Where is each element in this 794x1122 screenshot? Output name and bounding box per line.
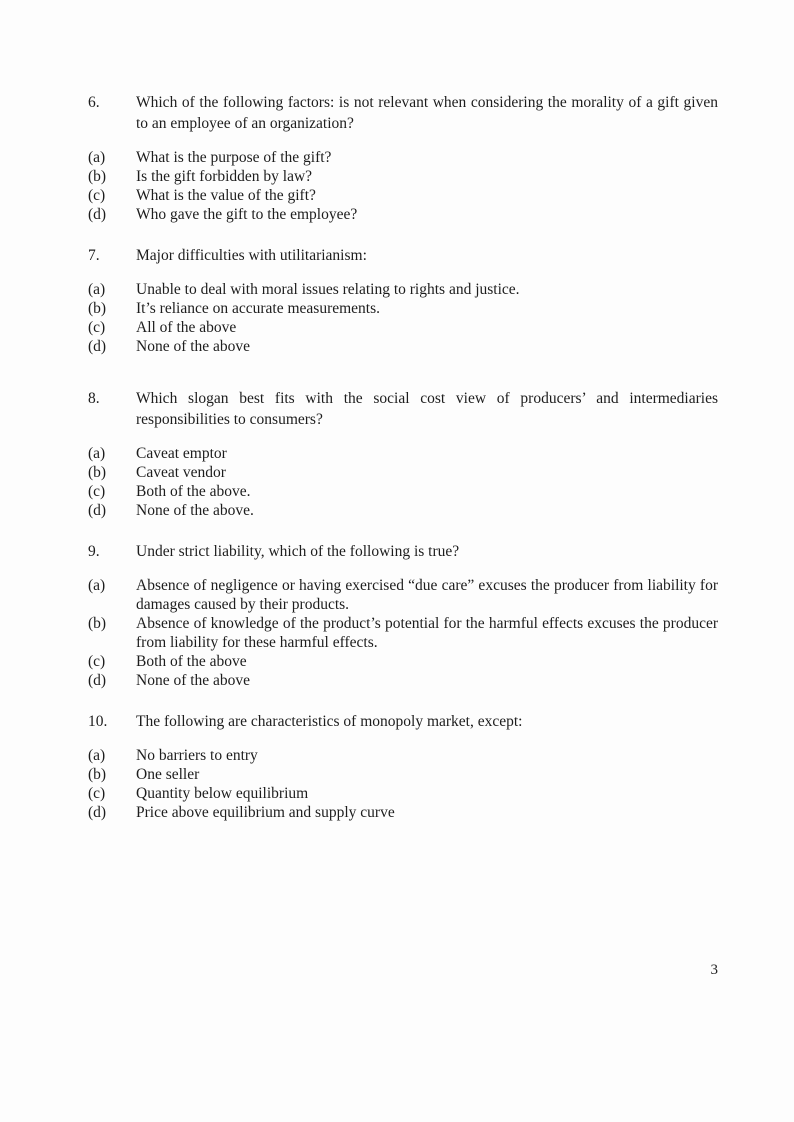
option-label: (c)	[88, 319, 106, 336]
option-label: (a)	[88, 747, 106, 764]
option-label: (b)	[88, 464, 107, 481]
option-label: (d)	[88, 672, 107, 689]
options-list	[88, 746, 718, 822]
question-block	[88, 92, 718, 224]
option-text: None of the above	[136, 338, 251, 355]
option-label: (a)	[88, 577, 106, 594]
option-label: (c)	[88, 785, 106, 802]
question-number: 10.	[88, 713, 108, 730]
option-row	[88, 299, 718, 318]
option-label: (d)	[88, 206, 107, 223]
option-text: None of the above.	[136, 502, 254, 519]
option-row	[88, 765, 718, 784]
option-row	[88, 652, 718, 671]
option-text: Unable to deal with moral issues relating to rights and justice.	[136, 281, 520, 298]
option-row	[88, 205, 718, 224]
option-label: (a)	[88, 445, 106, 462]
question-number: 6.	[88, 94, 100, 111]
option-row	[88, 148, 718, 167]
option-text: Caveat vendor	[136, 464, 226, 481]
option-label: (d)	[88, 502, 107, 519]
options-list	[88, 148, 718, 224]
option-row	[88, 463, 718, 482]
options-list	[88, 576, 718, 690]
option-text: All of the above	[136, 319, 237, 336]
option-row	[88, 186, 718, 205]
option-label: (a)	[88, 281, 106, 298]
option-text: One seller	[136, 766, 200, 783]
option-text: What is the purpose of the gift?	[136, 149, 332, 166]
question-stem-row	[88, 92, 718, 134]
option-label: (d)	[88, 804, 107, 821]
option-text: No barriers to entry	[136, 747, 258, 764]
option-row	[88, 746, 718, 765]
option-row	[88, 614, 718, 652]
option-text: Absence of knowledge of the product’s potential for the harmful effects excuses the producer from liability for these harmful effects.	[136, 615, 718, 651]
options-list	[88, 280, 718, 356]
question-stem-row	[88, 245, 718, 266]
option-row	[88, 444, 718, 463]
question-stem-row	[88, 711, 718, 732]
question-number: 9.	[88, 543, 100, 560]
question-stem-row	[88, 388, 718, 430]
option-text: Who gave the gift to the employee?	[136, 206, 358, 223]
option-label: (b)	[88, 766, 107, 783]
question-number: 7.	[88, 247, 100, 264]
option-label: (b)	[88, 168, 107, 185]
question-block	[88, 388, 718, 520]
question-block	[88, 711, 718, 822]
option-text: Price above equilibrium and supply curve	[136, 804, 395, 821]
question-stem: Which slogan best fits with the social cost view of producers’ and intermediaries responsibilities to consumers?	[136, 390, 718, 428]
questions-list	[88, 92, 718, 822]
question-block	[88, 541, 718, 690]
option-label: (b)	[88, 300, 107, 317]
option-row	[88, 318, 718, 337]
option-row	[88, 671, 718, 690]
option-row	[88, 280, 718, 299]
option-text: Is the gift forbidden by law?	[136, 168, 313, 185]
option-row	[88, 784, 718, 803]
question-number: 8.	[88, 390, 100, 407]
question-stem: The following are characteristics of monopoly market, except:	[136, 713, 523, 730]
option-row	[88, 337, 718, 356]
option-row	[88, 501, 718, 520]
option-text: It’s reliance on accurate measurements.	[136, 300, 381, 317]
option-row	[88, 482, 718, 501]
option-label: (a)	[88, 149, 106, 166]
option-text: Both of the above.	[136, 483, 251, 500]
option-label: (c)	[88, 187, 106, 204]
question-stem: Under strict liability, which of the following is true?	[136, 543, 460, 560]
option-label: (c)	[88, 653, 106, 670]
question-block	[88, 245, 718, 356]
option-text: None of the above	[136, 672, 251, 689]
option-label: (b)	[88, 615, 107, 632]
page-number: 3	[710, 962, 718, 978]
question-stem-row	[88, 541, 718, 562]
option-text: Absence of negligence or having exercised “due care” excuses the producer from liability for damages caused by their products.	[136, 577, 718, 613]
option-text: Quantity below equilibrium	[136, 785, 309, 802]
option-row	[88, 803, 718, 822]
option-row	[88, 167, 718, 186]
options-list	[88, 444, 718, 520]
option-text: Both of the above	[136, 653, 247, 670]
option-label: (c)	[88, 483, 106, 500]
question-stem: Major difficulties with utilitarianism:	[136, 247, 367, 264]
option-row	[88, 576, 718, 614]
option-label: (d)	[88, 338, 107, 355]
question-stem: Which of the following factors: is not relevant when considering the morality of a gift given to an employee of an organization?	[136, 94, 718, 132]
option-text: What is the value of the gift?	[136, 187, 316, 204]
option-text: Caveat emptor	[136, 445, 227, 462]
